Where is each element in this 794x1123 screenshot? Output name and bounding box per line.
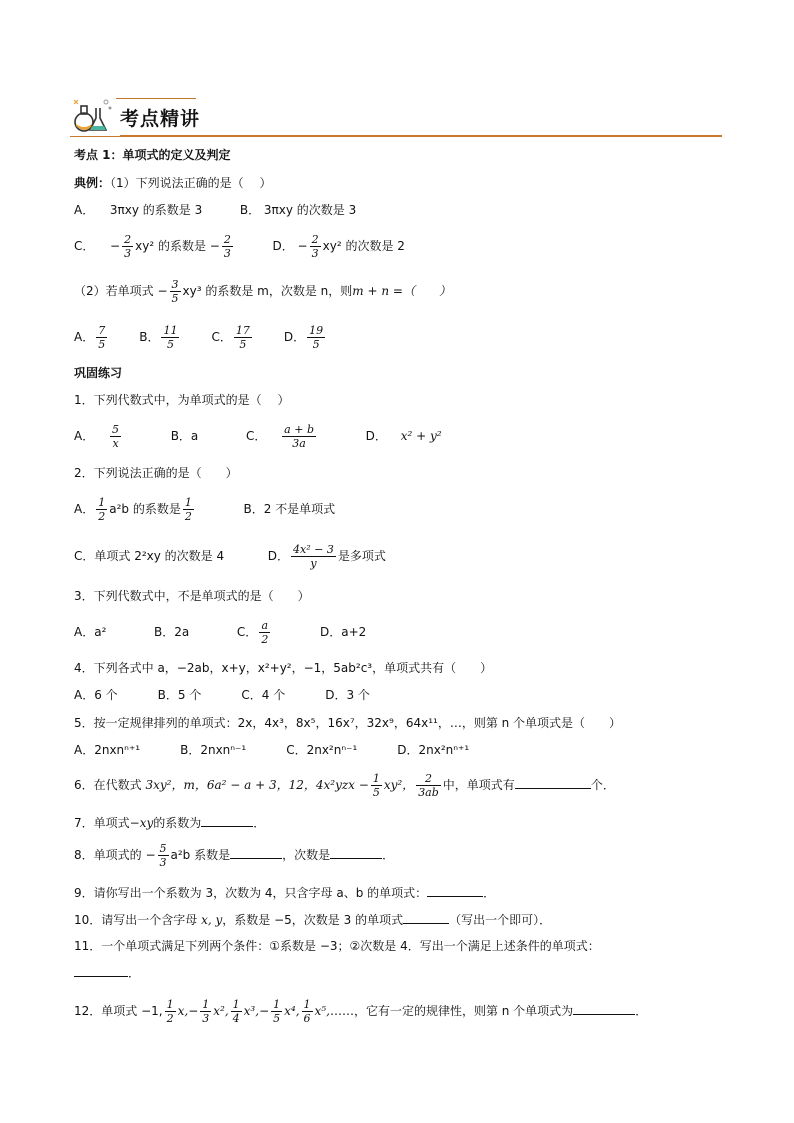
q10-end: （写出一个即可）． (449, 913, 552, 927)
option-c: C．2nx²nⁿ⁻¹ (286, 743, 358, 757)
practice-8 (74, 840, 394, 870)
fraction: $\frac{1}{5}$ (273, 998, 281, 1025)
q10-pre: 10．请写出一个含字母 (74, 913, 198, 927)
sequence-term: $\frac{1}{4}$ x³, (232, 998, 260, 1025)
option-a-label: A． (74, 203, 95, 217)
fraction: $\frac{2}{3}$ (311, 233, 319, 260)
example-q2 (74, 276, 451, 306)
option-c: C．4 个 (241, 688, 286, 702)
q6-tail: 个． (590, 778, 615, 792)
fraction: $\frac{1}{2}$ (184, 496, 192, 523)
option-d-text: xy² 的次数是 2 (322, 239, 405, 253)
q7-pre: 7．单项式 (74, 816, 130, 830)
q8-pre: 8．单项式的 − (74, 848, 156, 862)
fraction: $\frac{5}{3}$ (159, 842, 167, 869)
section-title: 考点精讲 (120, 108, 201, 130)
q8-mid: a²b 系数是 (170, 848, 231, 862)
fraction: $\frac{a + b}{3a}$ (284, 423, 314, 450)
option-label: C． (211, 330, 232, 344)
q10-vars: x, y (201, 913, 223, 927)
fraction: $\frac{11}{5}$ (163, 324, 178, 351)
answer-blank[interactable] (427, 884, 483, 897)
option-c-text: xy² 的系数是 − (135, 239, 220, 253)
option-d-label: D． (267, 549, 290, 563)
answer-blank[interactable] (201, 814, 253, 827)
practice-11: 11．一个单项式满足下列两个条件：①系数是 −3；②次数是 4．写出一个满足上述条件的单项式： (74, 939, 600, 953)
q6-end: 中，单项式有 (442, 778, 515, 792)
q11-tail: ． (128, 966, 141, 980)
answer-blank[interactable] (230, 846, 282, 859)
q6-pre: 6．在代数式 (74, 778, 142, 792)
option-b: B．2a (154, 625, 190, 639)
option-c-sign: − (110, 239, 121, 253)
q9-text: 9．请你写出一个系数为 3，次数为 4，只含字母 a、b 的单项式： (74, 886, 428, 900)
practice-12 (74, 996, 647, 1026)
keypoint-1-title: 考点 1：单项式的定义及判定 (74, 148, 231, 162)
practice-title: 巩固练习 (74, 366, 123, 380)
fraction: $\frac{a}{2}$ (261, 619, 269, 646)
answer-blank[interactable] (330, 846, 382, 859)
option-b-text: 3πxy 的次数是 3 (263, 203, 357, 217)
option-a: A．6 个 (74, 688, 118, 702)
option-c-label: C． (236, 625, 258, 639)
option-label: D． (283, 330, 306, 344)
fraction: $\frac{2}{3ab}$ (418, 772, 439, 799)
fraction: $\frac{\text{4x² − 3}}{y}$ (293, 543, 334, 570)
practice-6 (74, 770, 615, 800)
option-b: B．a (170, 429, 199, 443)
option-a: A．a² (74, 625, 107, 639)
option-a-text: 3πxy 的系数是 3 (109, 203, 203, 217)
practice-1-options (74, 420, 442, 452)
q7-end: 的系数为 (153, 816, 202, 830)
fraction: $\frac{1}{6}$ (303, 998, 311, 1025)
option-a-label: A． (74, 429, 95, 443)
fraction: $\frac{2}{3}$ (223, 233, 231, 260)
fraction: $\frac{1}{2}$ (166, 998, 174, 1025)
practice-3-options (74, 616, 366, 648)
fraction: $\frac{1}{4}$ (232, 998, 240, 1025)
option-a-text: a²b 的系数是 (109, 502, 181, 516)
sequence-term: − $\frac{1}{3}$ x², (188, 998, 229, 1025)
fraction: $\frac{5}{x}$ (112, 423, 120, 450)
q12-sequence (163, 998, 330, 1025)
q6-mid: xy²， (383, 778, 415, 792)
q2-end-text: m + n =（ ） (352, 284, 451, 298)
section-header (70, 96, 722, 138)
option-c: C．单项式 2²xy 的次数是 4 (74, 549, 225, 563)
option-a-label: A． (74, 502, 95, 516)
option-label: B． (139, 330, 160, 344)
option-b: B．2nxnⁿ⁻¹ (180, 743, 247, 757)
option-b: B．5 个 (157, 688, 202, 702)
practice-3-question: 3．下列代数式中，不是单项式的是（ ） (74, 589, 310, 603)
example-q1 (74, 175, 271, 191)
fraction: $\frac{1}{5}$ (372, 772, 380, 799)
fraction: $\frac{1}{2}$ (98, 496, 106, 523)
sequence-term: − $\frac{1}{5}$ x⁴, (259, 998, 300, 1025)
option-c-label: C． (74, 239, 95, 253)
sequence-term: $\frac{1}{2}$ x, (166, 998, 189, 1025)
option-d: D．a+2 (319, 625, 367, 639)
fraction: $\frac{2}{3}$ (124, 233, 132, 260)
fraction: $\frac{1}{3}$ (202, 998, 210, 1025)
example-label: 典例： (74, 176, 111, 190)
practice-5-options (74, 742, 469, 758)
practice-5-question: 5．按一定规律排列的单项式：2x，4x³，8x⁵，16x⁷，32x⁹，64x¹¹，…，则第 n 个单项式是（ ） (74, 716, 622, 730)
option-d-text: x² + y² (400, 429, 442, 443)
practice-2-options-ab (74, 494, 335, 524)
practice-10 (74, 911, 551, 928)
q2-option (139, 324, 181, 351)
answer-blank[interactable] (74, 964, 128, 977)
sequence-term: $\frac{1}{6}$ x⁵, (303, 998, 330, 1025)
answer-blank[interactable] (573, 1002, 635, 1015)
header-rule-left (70, 136, 120, 137)
q7-tail: ． (253, 816, 266, 830)
q7-expr: −xy (129, 816, 154, 830)
option-d-sign: − (297, 239, 308, 253)
practice-7 (74, 814, 265, 831)
example-q2-options (74, 321, 357, 353)
q6-items: 3xy²，m，6a² − a + 3，12，4x²yzx − (145, 778, 369, 792)
q8-tail: ． (382, 848, 395, 862)
q2-option (283, 324, 327, 351)
fraction: $\frac{7}{5}$ (98, 324, 106, 351)
practice-4-options (74, 687, 370, 703)
option-label: A． (74, 330, 95, 344)
q2-mid-text: xy³ 的系数是 m，次数是 n，则 (182, 284, 353, 298)
option-d-label: D． (365, 429, 387, 443)
option-d-label: D． (272, 239, 294, 253)
option-d-text: 是多项式 (337, 549, 386, 563)
header-top-line (116, 98, 196, 99)
q8-mid2: ，次数是 (282, 848, 331, 862)
q12-pre: 12．单项式 −1, (74, 1004, 163, 1018)
practice-4-question: 4．下列各式中 a，−2ab，x+y，x²+y²，−1，5ab²c³，单项式共有（ ） (74, 661, 493, 675)
practice-11-answer (74, 964, 140, 981)
example-q1-text: （1）下列说法正确的是（ ） (110, 176, 272, 190)
q2-option (211, 324, 253, 351)
fraction: $\frac{19}{5}$ (309, 324, 324, 351)
practice-9 (74, 884, 495, 901)
q12-tail: ． (635, 1004, 648, 1018)
q2-option (74, 324, 109, 351)
lab-flask-icon (70, 96, 114, 136)
answer-blank[interactable] (515, 776, 591, 789)
option-a: A．2nxnⁿ⁺¹ (74, 743, 141, 757)
option-b: B．2 不是单项式 (243, 502, 336, 516)
q12-end: ……，它有一定的规律性，则第 n 个单项式为 (329, 1004, 574, 1018)
answer-blank[interactable] (403, 911, 449, 924)
header-rule (120, 135, 722, 137)
fraction: $\frac{3}{5}$ (171, 278, 179, 305)
q10-mid: ，系数是 −5，次数是 3 的单项式 (222, 913, 404, 927)
example-q1-options-cd (74, 231, 405, 261)
fraction: $\frac{17}{5}$ (235, 324, 250, 351)
option-d: D．3 个 (325, 688, 370, 702)
practice-2-question: 2．下列说法正确的是（ ） (74, 466, 238, 480)
practice-2-options-cd (74, 540, 386, 572)
option-c-label: C． (245, 429, 267, 443)
q2-text: （2）若单项式 − (74, 284, 168, 298)
option-b-label: B． (239, 203, 261, 217)
practice-1-question: 1．下列代数式中，为单项式的是（ ） (74, 393, 290, 407)
q9-tail: ． (483, 886, 496, 900)
example-q1-options-ab (74, 202, 356, 218)
option-d: D．2nx²nⁿ⁺¹ (397, 743, 470, 757)
